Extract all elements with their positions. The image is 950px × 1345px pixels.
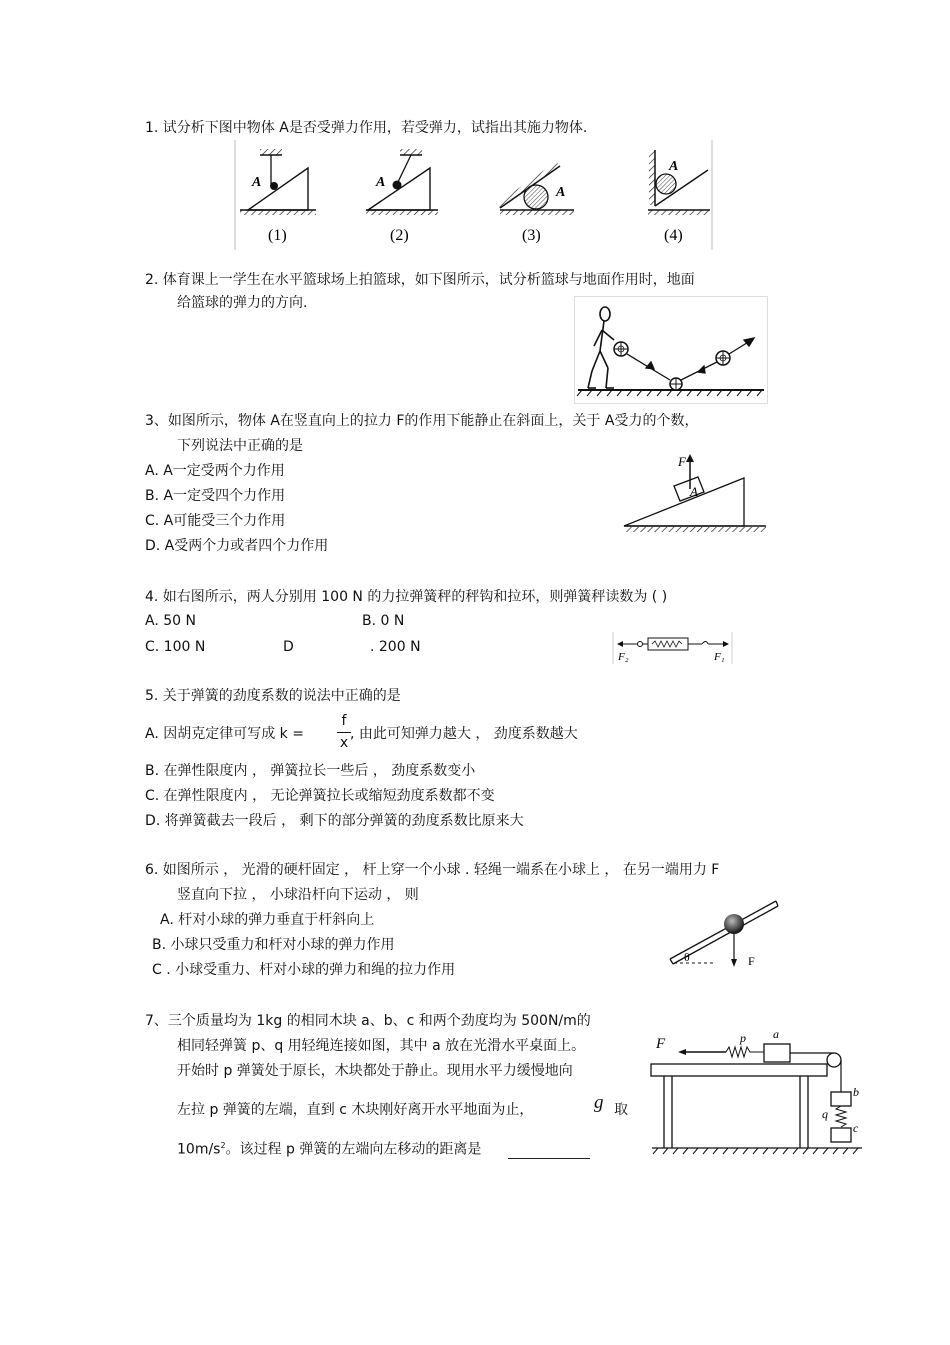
q1-fig2-label: A: [376, 175, 386, 190]
q6-option-b: B. 小球只受重力和杆对小球的弹力作用: [152, 937, 395, 953]
q4-figure: [612, 632, 734, 664]
q4-option-b: B. 0 N: [362, 613, 405, 629]
force-f-arrow: [655, 1036, 726, 1055]
q5-title: 5. 关于弹簧的劲度系数的说法中正确的是: [145, 688, 401, 704]
q7-line5-unit: 10m/s: [177, 1141, 221, 1158]
q7-fig-p-label: p: [740, 1031, 746, 1045]
basketball-1: [614, 342, 628, 356]
q4-line1: 4. 如右图所示，两人分别用 100 N 的力拉弹簧秤的秤钩和拉环，则弹簧秤读数为 ( ): [145, 589, 668, 605]
q7-line3: 开始时 p 弹簧处于原长，木块都处于静止。现用水平力缓慢地向: [177, 1063, 573, 1079]
q1-fig2: [366, 149, 438, 244]
q1-figure: [234, 140, 714, 250]
q6-line2: 竖直向下拉 ， 小球沿杆向下运动 ， 则: [177, 887, 419, 903]
basketball-2: [670, 378, 682, 390]
q5-option-b: B. 在弹性限度内 ， 弹簧拉长一些后 ， 劲度系数变小: [145, 763, 476, 779]
q3-line1: 3、如图所示，物体 A在竖直向上的拉力 F的作用下能静止在斜面上，关于 A受力的个数，: [145, 413, 699, 429]
q7-figure: [648, 1022, 868, 1160]
q5-option-a-pre: A. 因胡克定律可写成 k =: [145, 726, 304, 742]
q1-fig1: [240, 149, 316, 244]
q4-fig-f2-label: F₂: [618, 651, 629, 663]
q7-g-symbol: g: [594, 1092, 604, 1113]
q6-figure: [664, 897, 780, 971]
q1-fig4: [648, 150, 710, 244]
q7-line5-post: 。该过程 p 弹簧的左端向左移动的距离是: [225, 1141, 482, 1158]
ball-trajectory: [627, 338, 754, 380]
q1-caption-2: (2): [390, 227, 409, 244]
block-a: [674, 477, 704, 501]
q1-fig1-label: A: [252, 175, 262, 190]
q6-option-c: C . 小球受重力、杆对小球的弹力和绳的拉力作用: [152, 962, 456, 978]
q4-option-a: A. 50 N: [145, 613, 196, 629]
q3-line2: 下列说法中正确的是: [177, 438, 303, 454]
q6-fig-theta: θ: [684, 950, 690, 964]
q4-option-d-value: . 200 N: [370, 639, 421, 655]
q7-line5: [177, 1137, 590, 1159]
q6-line1: 6. 如图所示 ， 光滑的硬杆固定 ， 杆上穿一个小球 . 轻绳一端系在小球上 ， 在另一端用力 F: [145, 862, 720, 878]
q1-caption-1: (1): [268, 227, 287, 244]
q2-figure: [574, 296, 768, 404]
q1-text: 1. 试分析下图中物体 A是否受弹力作用，若受弹力，试指出其施力物体.: [145, 120, 588, 136]
q7-line4: 左拉 p 弹簧的左端，直到 c 木块刚好离开水平地面为止，: [177, 1102, 534, 1118]
q3-fig-a-label: A: [690, 484, 698, 499]
q7-line1: 7、三个质量均为 1kg 的相同木块 a、b、c 和两个劲度均为 500N/m的: [145, 1013, 591, 1029]
q2-line1: 2. 体育课上一学生在水平篮球场上拍篮球，如下图所示，试分析篮球与地面作用时，地面: [145, 272, 695, 288]
q7-line5-sup: 2: [220, 1141, 226, 1150]
q3-figure: [618, 448, 770, 544]
q7-answer-blank[interactable]: [508, 1144, 590, 1159]
q5-option-c: C. 在弹性限度内 ， 无论弹簧拉长或缩短劲度系数都不变: [145, 788, 495, 804]
q7-qu: 取: [614, 1102, 628, 1118]
q5-frac-line: [337, 732, 351, 733]
q7-line2: 相同轻弹簧 p、q 用轻绳连接如图，其中 a 放在光滑水平桌面上。: [177, 1038, 586, 1054]
q7-fig-c-label: c: [853, 1121, 859, 1135]
q1-caption-4: (4): [664, 227, 683, 244]
q7-fig-a-label: a: [773, 1027, 779, 1041]
q1-fig4-label: A: [669, 159, 679, 174]
q2-line2: 给篮球的弹力的方向.: [177, 295, 308, 311]
q5-frac-numerator: f: [341, 713, 347, 729]
q7-fig-f-label: F: [656, 1036, 666, 1052]
q3-option-c: C. A可能受三个力作用: [145, 513, 286, 529]
q5-option-a-post: , 由此可知弹力越大 ， 劲度系数越大: [350, 726, 578, 742]
basketball-3: [716, 351, 730, 365]
player-figure: [588, 307, 614, 388]
spring-p: [726, 1047, 764, 1057]
q4-fig-f1-label: F₁: [714, 651, 725, 663]
q1-fig3-label: A: [556, 185, 566, 200]
spring-q: [836, 1106, 846, 1127]
block-c: [831, 1128, 851, 1142]
block-a: [764, 1044, 790, 1062]
q6-fig-f-label: F: [748, 954, 755, 968]
q7-fig-b-label: b: [853, 1085, 859, 1099]
pulley: [827, 1053, 841, 1067]
q5-frac-denominator: x: [339, 735, 349, 751]
q7-fig-q-label: q: [822, 1107, 828, 1121]
q3-option-a: A. A一定受两个力作用: [145, 463, 285, 479]
q4-option-d-letter: D: [283, 639, 294, 655]
q6-option-a: A. 杆对小球的弹力垂直于杆斜向上: [160, 912, 375, 928]
q1-caption-3: (3): [522, 227, 541, 244]
block-b: [831, 1092, 851, 1106]
q3-option-d: D. A受两个力或者四个力作用: [145, 538, 329, 554]
small-ball: [724, 914, 744, 934]
q1-fig3: [496, 162, 574, 244]
q3-option-b: B. A一定受四个力作用: [145, 488, 286, 504]
q4-option-c: C. 100 N: [145, 639, 206, 655]
q3-fig-f-label: F: [678, 454, 686, 469]
q5-option-d: D. 将弹簧截去一段后 ， 剩下的部分弹簧的劲度系数比原来大: [145, 813, 524, 829]
rope-force-arrow: [731, 934, 737, 967]
